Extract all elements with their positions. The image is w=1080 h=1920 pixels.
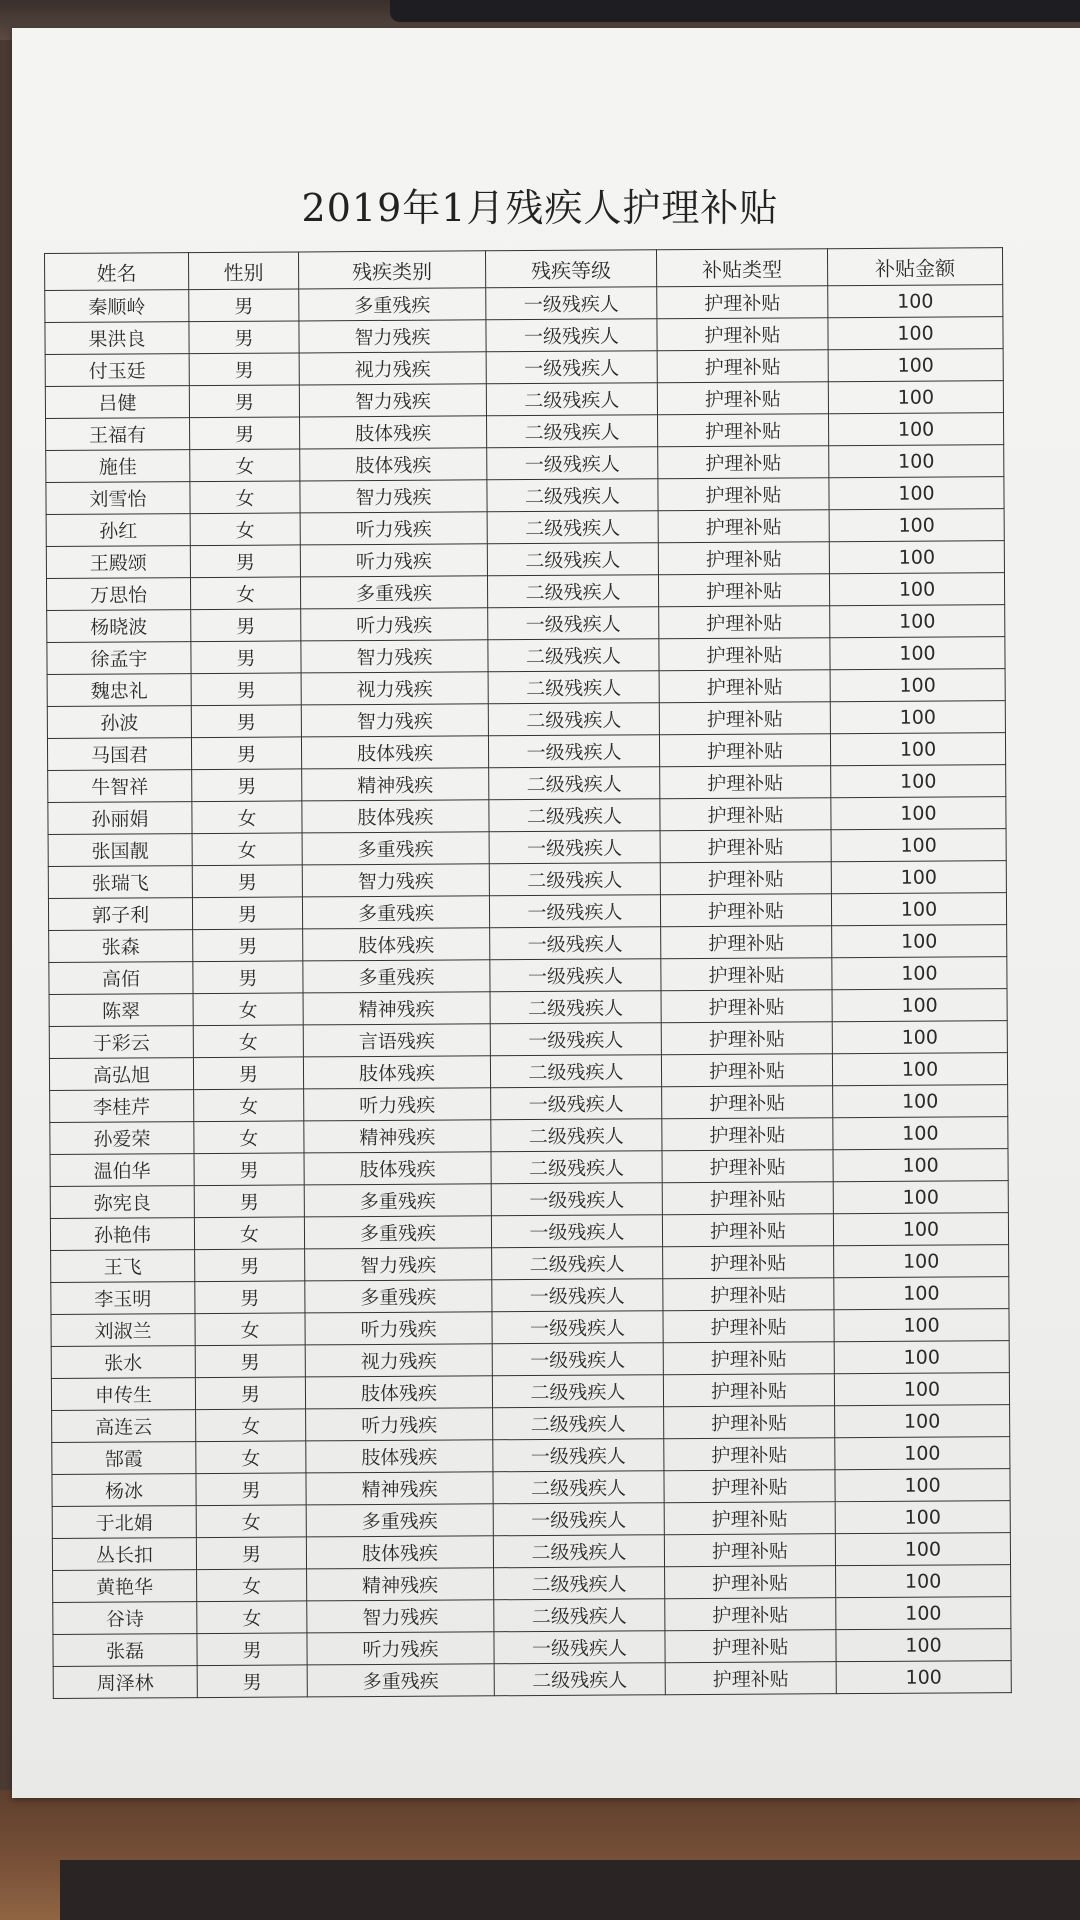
cell-name: 申传生 bbox=[51, 1378, 195, 1411]
cell-name: 秦顺岭 bbox=[45, 290, 189, 323]
cell-subsidy-amount: 100 bbox=[835, 1405, 1010, 1438]
background-bottom-object bbox=[60, 1860, 1080, 1920]
cell-disability-category: 智力残疾 bbox=[301, 640, 488, 673]
cell-subsidy-type: 护理补贴 bbox=[657, 382, 828, 415]
cell-subsidy-type: 护理补贴 bbox=[659, 670, 830, 703]
cell-disability-category: 智力残疾 bbox=[305, 1248, 492, 1281]
cell-sex: 男 bbox=[189, 353, 299, 386]
cell-sex: 男 bbox=[196, 1537, 306, 1570]
cell-subsidy-type: 护理补贴 bbox=[662, 1150, 833, 1183]
cell-sex: 女 bbox=[190, 513, 300, 546]
table-body bbox=[45, 285, 1012, 1699]
cell-disability-category: 视力残疾 bbox=[301, 672, 488, 705]
cell-subsidy-amount: 100 bbox=[830, 605, 1005, 638]
cell-sex: 女 bbox=[193, 1025, 303, 1058]
cell-sex: 男 bbox=[197, 1665, 307, 1698]
cell-sex: 女 bbox=[194, 1089, 304, 1122]
cell-subsidy-type: 护理补贴 bbox=[662, 1214, 833, 1247]
cell-disability-grade: 二级残疾人 bbox=[493, 1535, 664, 1568]
cell-name: 郜霞 bbox=[52, 1442, 196, 1475]
cell-disability-grade: 一级残疾人 bbox=[488, 607, 659, 640]
cell-name: 刘淑兰 bbox=[51, 1314, 195, 1347]
cell-subsidy-type: 护理补贴 bbox=[663, 1246, 834, 1279]
cell-sex: 男 bbox=[194, 1153, 304, 1186]
cell-subsidy-amount: 100 bbox=[832, 1021, 1007, 1054]
cell-subsidy-type: 护理补贴 bbox=[658, 510, 829, 543]
cell-subsidy-amount: 100 bbox=[830, 637, 1005, 670]
cell-name: 黄艳华 bbox=[53, 1570, 197, 1603]
cell-name: 谷诗 bbox=[53, 1602, 197, 1635]
cell-name: 施佳 bbox=[46, 450, 190, 483]
cell-disability-category: 听力残疾 bbox=[307, 1632, 494, 1665]
cell-name: 于彩云 bbox=[49, 1026, 193, 1059]
cell-subsidy-amount: 100 bbox=[831, 861, 1006, 894]
cell-name: 陈翠 bbox=[49, 994, 193, 1027]
cell-disability-grade: 二级残疾人 bbox=[488, 703, 659, 736]
cell-subsidy-amount: 100 bbox=[829, 541, 1004, 574]
cell-subsidy-type: 护理补贴 bbox=[657, 286, 828, 319]
cell-disability-category: 听力残疾 bbox=[301, 608, 488, 641]
cell-disability-grade: 一级残疾人 bbox=[492, 1279, 663, 1312]
cell-subsidy-amount: 100 bbox=[835, 1501, 1010, 1534]
cell-sex: 男 bbox=[192, 897, 302, 930]
cell-sex: 男 bbox=[196, 1473, 306, 1506]
cell-sex: 女 bbox=[192, 833, 302, 866]
cell-name: 魏忠礼 bbox=[47, 674, 191, 707]
cell-subsidy-type: 护理补贴 bbox=[661, 990, 832, 1023]
cell-disability-category: 听力残疾 bbox=[306, 1408, 493, 1441]
cell-disability-category: 肢体残疾 bbox=[300, 448, 487, 481]
cell-name: 高弘旭 bbox=[49, 1058, 193, 1091]
cell-subsidy-amount: 100 bbox=[836, 1597, 1011, 1630]
cell-disability-grade: 二级残疾人 bbox=[492, 1375, 663, 1408]
cell-subsidy-type: 护理补贴 bbox=[661, 958, 832, 991]
cell-subsidy-type: 护理补贴 bbox=[665, 1662, 836, 1695]
cell-subsidy-amount: 100 bbox=[828, 381, 1003, 414]
cell-sex: 男 bbox=[192, 865, 302, 898]
cell-sex: 女 bbox=[193, 993, 303, 1026]
cell-disability-grade: 一级残疾人 bbox=[490, 927, 661, 960]
cell-subsidy-type: 护理补贴 bbox=[661, 1022, 832, 1055]
cell-disability-category: 肢体残疾 bbox=[306, 1440, 493, 1473]
cell-disability-category: 多重残疾 bbox=[302, 896, 489, 929]
cell-subsidy-type: 护理补贴 bbox=[660, 766, 831, 799]
cell-subsidy-amount: 100 bbox=[828, 413, 1003, 446]
header-sex: 性别 bbox=[189, 252, 299, 290]
cell-disability-category: 肢体残疾 bbox=[302, 800, 489, 833]
cell-subsidy-amount: 100 bbox=[828, 349, 1003, 382]
cell-subsidy-amount: 100 bbox=[834, 1277, 1009, 1310]
cell-disability-grade: 二级残疾人 bbox=[493, 1471, 664, 1504]
cell-subsidy-type: 护理补贴 bbox=[659, 638, 830, 671]
cell-subsidy-amount: 100 bbox=[833, 1149, 1008, 1182]
cell-disability-category: 精神残疾 bbox=[302, 768, 489, 801]
cell-subsidy-type: 护理补贴 bbox=[661, 1054, 832, 1087]
cell-disability-category: 智力残疾 bbox=[307, 1600, 494, 1633]
cell-disability-grade: 一级残疾人 bbox=[488, 735, 659, 768]
cell-name: 张磊 bbox=[53, 1634, 197, 1667]
cell-disability-category: 肢体残疾 bbox=[300, 416, 487, 449]
cell-sex: 男 bbox=[193, 961, 303, 994]
cell-name: 温伯华 bbox=[50, 1154, 194, 1187]
cell-name: 孙红 bbox=[46, 514, 190, 547]
cell-name: 马国君 bbox=[47, 738, 191, 771]
cell-subsidy-amount: 100 bbox=[832, 989, 1007, 1022]
cell-disability-grade: 二级残疾人 bbox=[487, 415, 658, 448]
cell-name: 吕健 bbox=[45, 386, 189, 419]
cell-subsidy-type: 护理补贴 bbox=[664, 1438, 835, 1471]
header-subsidy-type: 补贴类型 bbox=[656, 249, 827, 287]
cell-subsidy-type: 护理补贴 bbox=[657, 350, 828, 383]
subsidy-table bbox=[44, 247, 1012, 1699]
cell-disability-grade: 一级残疾人 bbox=[493, 1439, 664, 1472]
cell-disability-grade: 二级残疾人 bbox=[494, 1663, 665, 1696]
cell-disability-category: 多重残疾 bbox=[302, 832, 489, 865]
cell-subsidy-type: 护理补贴 bbox=[665, 1566, 836, 1599]
cell-subsidy-amount: 100 bbox=[833, 1213, 1008, 1246]
cell-sex: 男 bbox=[197, 1633, 307, 1666]
table-header-row bbox=[45, 248, 1003, 291]
cell-sex: 女 bbox=[197, 1601, 307, 1634]
cell-subsidy-type: 护理补贴 bbox=[664, 1502, 835, 1535]
cell-disability-category: 精神残疾 bbox=[303, 992, 490, 1025]
cell-sex: 女 bbox=[190, 449, 300, 482]
cell-sex: 男 bbox=[195, 1377, 305, 1410]
cell-subsidy-type: 护理补贴 bbox=[665, 1630, 836, 1663]
cell-disability-category: 精神残疾 bbox=[307, 1568, 494, 1601]
cell-subsidy-amount: 100 bbox=[836, 1629, 1011, 1662]
cell-disability-grade: 一级残疾人 bbox=[486, 351, 657, 384]
cell-disability-grade: 一级残疾人 bbox=[491, 1087, 662, 1120]
cell-sex: 男 bbox=[190, 545, 300, 578]
cell-sex: 男 bbox=[195, 1249, 305, 1282]
cell-name: 万思怡 bbox=[46, 578, 190, 611]
cell-sex: 男 bbox=[191, 641, 301, 674]
cell-disability-grade: 二级残疾人 bbox=[490, 991, 661, 1024]
cell-subsidy-amount: 100 bbox=[836, 1565, 1011, 1598]
cell-disability-grade: 二级残疾人 bbox=[487, 543, 658, 576]
cell-subsidy-amount: 100 bbox=[833, 1117, 1008, 1150]
cell-disability-category: 智力残疾 bbox=[301, 704, 488, 737]
cell-sex: 男 bbox=[195, 1345, 305, 1378]
cell-subsidy-type: 护理补贴 bbox=[658, 574, 829, 607]
cell-disability-grade: 二级残疾人 bbox=[486, 383, 657, 416]
cell-disability-category: 智力残疾 bbox=[299, 320, 486, 353]
header-subsidy-amount: 补贴金额 bbox=[827, 248, 1002, 286]
cell-subsidy-type: 护理补贴 bbox=[660, 894, 831, 927]
cell-disability-category: 肢体残疾 bbox=[303, 928, 490, 961]
cell-sex: 女 bbox=[195, 1313, 305, 1346]
cell-sex: 男 bbox=[191, 609, 301, 642]
cell-disability-category: 听力残疾 bbox=[300, 544, 487, 577]
cell-disability-grade: 一级残疾人 bbox=[491, 1183, 662, 1216]
cell-disability-grade: 二级残疾人 bbox=[489, 863, 660, 896]
cell-name: 王殿颂 bbox=[46, 546, 190, 579]
cell-disability-grade: 一级残疾人 bbox=[490, 959, 661, 992]
cell-name: 郭子利 bbox=[48, 898, 192, 931]
cell-name: 杨晓波 bbox=[47, 610, 191, 643]
cell-disability-category: 多重残疾 bbox=[306, 1504, 493, 1537]
cell-sex: 男 bbox=[191, 737, 301, 770]
cell-disability-grade: 一级残疾人 bbox=[491, 1215, 662, 1248]
cell-disability-category: 听力残疾 bbox=[304, 1088, 491, 1121]
cell-name: 张水 bbox=[51, 1346, 195, 1379]
cell-name: 张森 bbox=[49, 930, 193, 963]
cell-name: 周泽林 bbox=[53, 1666, 197, 1699]
cell-disability-grade: 一级残疾人 bbox=[489, 831, 660, 864]
cell-disability-grade: 二级残疾人 bbox=[494, 1599, 665, 1632]
cell-name: 果洪良 bbox=[45, 322, 189, 355]
cell-name: 孙爱荣 bbox=[50, 1122, 194, 1155]
cell-subsidy-amount: 100 bbox=[830, 701, 1005, 734]
cell-disability-grade: 二级残疾人 bbox=[487, 511, 658, 544]
cell-subsidy-amount: 100 bbox=[830, 733, 1005, 766]
cell-sex: 女 bbox=[190, 577, 300, 610]
cell-disability-category: 听力残疾 bbox=[305, 1312, 492, 1345]
cell-name: 孙艳伟 bbox=[50, 1218, 194, 1251]
cell-subsidy-amount: 100 bbox=[831, 797, 1006, 830]
cell-subsidy-amount: 100 bbox=[832, 1053, 1007, 1086]
cell-subsidy-type: 护理补贴 bbox=[657, 318, 828, 351]
cell-disability-grade: 二级残疾人 bbox=[487, 479, 658, 512]
cell-disability-category: 智力残疾 bbox=[299, 384, 486, 417]
cell-disability-grade: 二级残疾人 bbox=[494, 1567, 665, 1600]
cell-disability-category: 多重残疾 bbox=[299, 288, 486, 321]
cell-name: 孙丽娟 bbox=[48, 802, 192, 835]
cell-subsidy-amount: 100 bbox=[831, 829, 1006, 862]
cell-subsidy-amount: 100 bbox=[828, 317, 1003, 350]
cell-subsidy-type: 护理补贴 bbox=[663, 1374, 834, 1407]
cell-disability-grade: 二级残疾人 bbox=[489, 799, 660, 832]
cell-sex: 男 bbox=[189, 385, 299, 418]
cell-disability-grade: 一级残疾人 bbox=[486, 287, 657, 320]
cell-disability-category: 肢体残疾 bbox=[305, 1376, 492, 1409]
cell-subsidy-amount: 100 bbox=[833, 1181, 1008, 1214]
cell-subsidy-type: 护理补贴 bbox=[660, 798, 831, 831]
cell-subsidy-type: 护理补贴 bbox=[663, 1342, 834, 1375]
cell-disability-category: 精神残疾 bbox=[304, 1120, 491, 1153]
cell-disability-category: 视力残疾 bbox=[299, 352, 486, 385]
cell-subsidy-type: 护理补贴 bbox=[663, 1310, 834, 1343]
cell-subsidy-amount: 100 bbox=[835, 1469, 1010, 1502]
cell-disability-grade: 二级残疾人 bbox=[492, 1247, 663, 1280]
cell-sex: 男 bbox=[190, 417, 300, 450]
cell-sex: 女 bbox=[196, 1441, 306, 1474]
cell-sex: 女 bbox=[194, 1121, 304, 1154]
cell-sex: 女 bbox=[196, 1505, 306, 1538]
cell-sex: 男 bbox=[192, 769, 302, 802]
cell-disability-category: 肢体残疾 bbox=[301, 736, 488, 769]
cell-subsidy-amount: 100 bbox=[834, 1373, 1009, 1406]
cell-subsidy-amount: 100 bbox=[834, 1309, 1009, 1342]
cell-name: 于北娟 bbox=[52, 1506, 196, 1539]
cell-subsidy-type: 护理补贴 bbox=[662, 1118, 833, 1151]
cell-subsidy-amount: 100 bbox=[830, 669, 1005, 702]
cell-subsidy-amount: 100 bbox=[832, 957, 1007, 990]
header-disability-category: 残疾类别 bbox=[298, 251, 485, 289]
cell-name: 高佰 bbox=[49, 962, 193, 995]
cell-subsidy-type: 护理补贴 bbox=[664, 1406, 835, 1439]
header-disability-grade: 残疾等级 bbox=[485, 250, 656, 288]
cell-subsidy-type: 护理补贴 bbox=[660, 862, 831, 895]
cell-disability-grade: 二级残疾人 bbox=[490, 1055, 661, 1088]
cell-subsidy-type: 护理补贴 bbox=[659, 702, 830, 735]
cell-disability-grade: 一级残疾人 bbox=[494, 1631, 665, 1664]
cell-subsidy-amount: 100 bbox=[831, 893, 1006, 926]
cell-disability-category: 多重残疾 bbox=[307, 1664, 494, 1697]
cell-name: 弥宪良 bbox=[50, 1186, 194, 1219]
cell-disability-category: 多重残疾 bbox=[304, 1184, 491, 1217]
cell-disability-category: 肢体残疾 bbox=[304, 1152, 491, 1185]
cell-sex: 男 bbox=[195, 1281, 305, 1314]
cell-name: 王福有 bbox=[46, 418, 190, 451]
header-name: 姓名 bbox=[45, 253, 189, 291]
cell-disability-category: 多重残疾 bbox=[304, 1216, 491, 1249]
cell-subsidy-amount: 100 bbox=[829, 445, 1004, 478]
cell-name: 孙波 bbox=[47, 706, 191, 739]
cell-disability-category: 视力残疾 bbox=[305, 1344, 492, 1377]
cell-subsidy-type: 护理补贴 bbox=[662, 1182, 833, 1215]
cell-subsidy-type: 护理补贴 bbox=[664, 1470, 835, 1503]
cell-sex: 女 bbox=[196, 1409, 306, 1442]
cell-disability-category: 肢体残疾 bbox=[306, 1536, 493, 1569]
cell-subsidy-amount: 100 bbox=[835, 1437, 1010, 1470]
cell-disability-category: 言语残疾 bbox=[303, 1024, 490, 1057]
cell-subsidy-type: 护理补贴 bbox=[662, 1086, 833, 1119]
cell-sex: 男 bbox=[193, 929, 303, 962]
cell-name: 李玉明 bbox=[51, 1282, 195, 1315]
cell-name: 徐孟宇 bbox=[47, 642, 191, 675]
device-edge bbox=[390, 0, 1080, 22]
cell-disability-grade: 二级残疾人 bbox=[489, 767, 660, 800]
cell-sex: 男 bbox=[189, 289, 299, 322]
cell-sex: 男 bbox=[191, 673, 301, 706]
cell-subsidy-amount: 100 bbox=[834, 1341, 1009, 1374]
cell-subsidy-type: 护理补贴 bbox=[661, 926, 832, 959]
cell-subsidy-type: 护理补贴 bbox=[665, 1598, 836, 1631]
cell-disability-grade: 一级残疾人 bbox=[493, 1503, 664, 1536]
cell-disability-grade: 二级残疾人 bbox=[491, 1119, 662, 1152]
cell-subsidy-type: 护理补贴 bbox=[660, 830, 831, 863]
cell-disability-category: 听力残疾 bbox=[300, 512, 487, 545]
cell-subsidy-type: 护理补贴 bbox=[658, 478, 829, 511]
cell-subsidy-type: 护理补贴 bbox=[658, 542, 829, 575]
cell-name: 丛长扣 bbox=[52, 1538, 196, 1571]
cell-sex: 男 bbox=[191, 705, 301, 738]
cell-name: 王飞 bbox=[51, 1250, 195, 1283]
cell-subsidy-type: 护理补贴 bbox=[657, 414, 828, 447]
cell-disability-category: 智力残疾 bbox=[300, 480, 487, 513]
cell-subsidy-amount: 100 bbox=[834, 1245, 1009, 1278]
cell-disability-category: 多重残疾 bbox=[305, 1280, 492, 1313]
cell-subsidy-amount: 100 bbox=[829, 573, 1004, 606]
cell-name: 高连云 bbox=[52, 1410, 196, 1443]
cell-sex: 男 bbox=[193, 1057, 303, 1090]
cell-subsidy-type: 护理补贴 bbox=[659, 606, 830, 639]
cell-subsidy-amount: 100 bbox=[836, 1661, 1011, 1694]
cell-disability-grade: 一级残疾人 bbox=[489, 895, 660, 928]
document-title: 2019年1月残疾人护理补贴 bbox=[301, 186, 779, 230]
cell-subsidy-type: 护理补贴 bbox=[658, 446, 829, 479]
cell-subsidy-amount: 100 bbox=[829, 509, 1004, 542]
cell-disability-grade: 二级残疾人 bbox=[491, 1151, 662, 1184]
cell-subsidy-amount: 100 bbox=[828, 285, 1003, 318]
cell-disability-grade: 一级残疾人 bbox=[492, 1311, 663, 1344]
cell-disability-category: 精神残疾 bbox=[306, 1472, 493, 1505]
cell-subsidy-type: 护理补贴 bbox=[659, 734, 830, 767]
cell-sex: 女 bbox=[197, 1569, 307, 1602]
cell-disability-category: 肢体残疾 bbox=[303, 1056, 490, 1089]
cell-name: 张国靓 bbox=[48, 834, 192, 867]
cell-subsidy-amount: 100 bbox=[835, 1533, 1010, 1566]
cell-name: 牛智祥 bbox=[48, 770, 192, 803]
cell-name: 付玉廷 bbox=[45, 354, 189, 387]
cell-subsidy-amount: 100 bbox=[833, 1085, 1008, 1118]
cell-subsidy-type: 护理补贴 bbox=[664, 1534, 835, 1567]
cell-sex: 女 bbox=[192, 801, 302, 834]
cell-disability-category: 多重残疾 bbox=[300, 576, 487, 609]
cell-sex: 女 bbox=[190, 481, 300, 514]
cell-disability-grade: 二级残疾人 bbox=[488, 639, 659, 672]
cell-sex: 男 bbox=[189, 321, 299, 354]
cell-name: 刘雪怡 bbox=[46, 482, 190, 515]
table-row bbox=[53, 1661, 1011, 1699]
cell-subsidy-amount: 100 bbox=[832, 925, 1007, 958]
cell-subsidy-amount: 100 bbox=[831, 765, 1006, 798]
cell-disability-grade: 二级残疾人 bbox=[487, 575, 658, 608]
cell-name: 张瑞飞 bbox=[48, 866, 192, 899]
cell-name: 李桂芹 bbox=[50, 1090, 194, 1123]
cell-name: 杨冰 bbox=[52, 1474, 196, 1507]
cell-subsidy-type: 护理补贴 bbox=[663, 1278, 834, 1311]
cell-disability-grade: 一级残疾人 bbox=[487, 447, 658, 480]
cell-sex: 男 bbox=[194, 1185, 304, 1218]
cell-disability-grade: 二级残疾人 bbox=[488, 671, 659, 704]
cell-disability-grade: 一级残疾人 bbox=[492, 1343, 663, 1376]
cell-disability-grade: 一级残疾人 bbox=[490, 1023, 661, 1056]
cell-disability-category: 智力残疾 bbox=[302, 864, 489, 897]
cell-sex: 女 bbox=[194, 1217, 304, 1250]
cell-disability-grade: 一级残疾人 bbox=[486, 319, 657, 352]
cell-disability-grade: 二级残疾人 bbox=[493, 1407, 664, 1440]
cell-disability-category: 多重残疾 bbox=[303, 960, 490, 993]
cell-subsidy-amount: 100 bbox=[829, 477, 1004, 510]
